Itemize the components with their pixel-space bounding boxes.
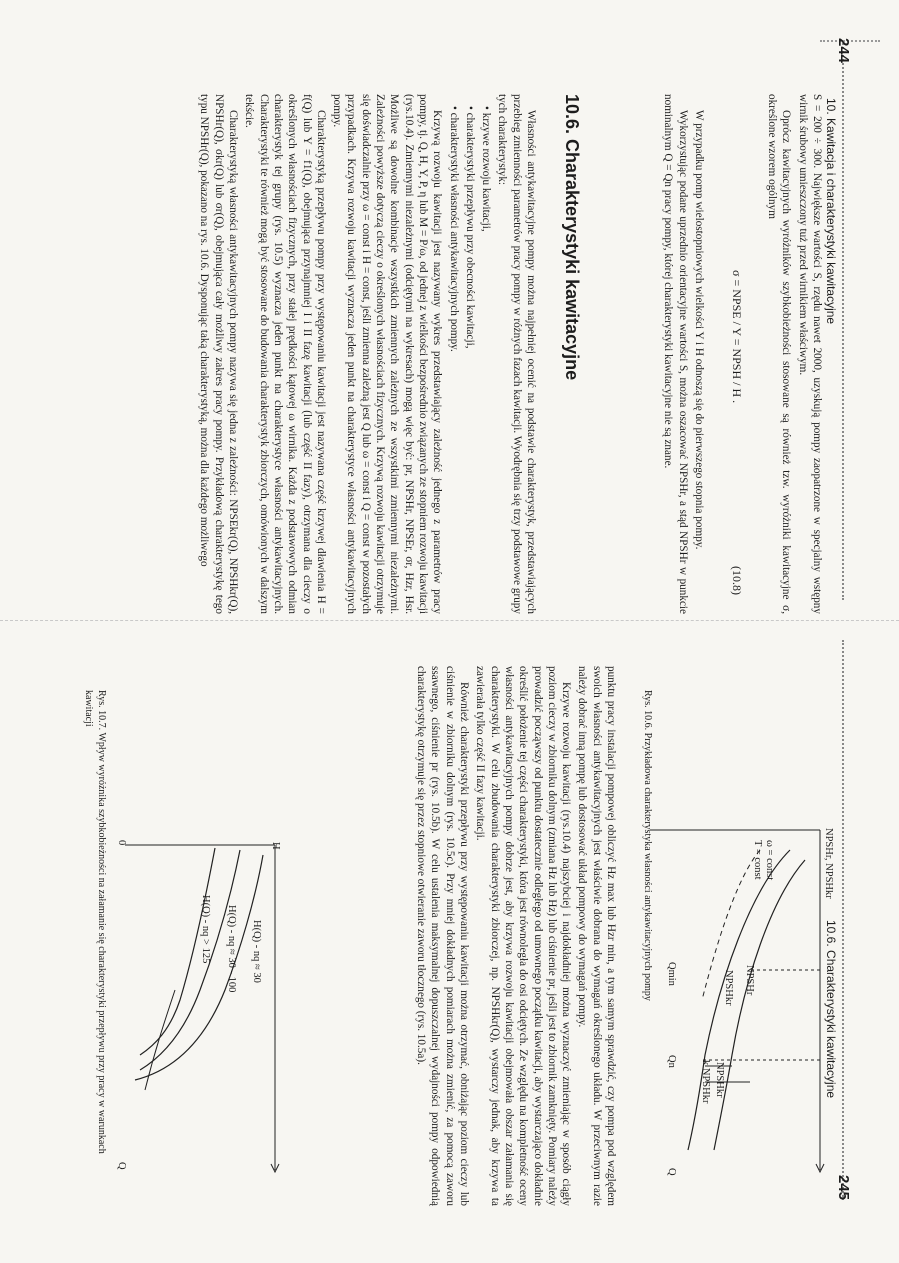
paragraph: Również charakterystyki przepływu przy występowaniu kawitacji można otrzymać, obniżając poziom cieczy lub ciśnienie w zbiorniku dolnym (rys. 10.5c). Przy mniej dokładnych pomiarach można zmienić, za pomocą zaworu ssawnego, ciśnienie pr (rys. 10.5b). W celu ustalenia maksymalnej dopuszczalnej wydajności pompy odpowiednią charakterystykę otrzymuje się przez stopniowe otwieranie zaworu tłocznego (rys. 10.5a). (415, 666, 471, 1206)
page-number-right: 245 (835, 1175, 852, 1201)
fig2-curve-1 (135, 855, 263, 1080)
page-edge-dots (842, 640, 844, 1200)
fig1-bracket-npshkr: NPSHkr (714, 1062, 725, 1098)
fig1-axes (650, 830, 824, 1172)
section-heading: 10.6. Charakterystyki kawitacyjne (562, 94, 582, 381)
equation-number: (10.8) (730, 566, 744, 595)
paragraph: Krzywe rozwoju kawitacji (rys.10.4) najszybciej i najdokładniej można wyznaczyć zmieniając w sposób ciągły poziom cieczy w zbiorniku dolnym (zmiana Hz lub Hz) lub ciśnienie pr, jeśli jest to zbiornik zamknięty. Pomiary należy prowadzić począwszy od punktu dostatecznie odległego od umownego początku kawitacji, aby wystarczająco dokładnie określić położenie tej części charakterystyki, która jest równoległa do osi odciętych. Ze względu na kompletność oceny własności antykawitacyjnych pompy dobrze jest, aby krzywa rozwoju kawitacji obejmowała obszar załamania się charakterystyki. W celu zbudowania charakterystyki zbiorczej, np. NPSHkr(Q), wystarczy jednak, aby krzywa ta zawierała tylko część II fazy kawitacji. (474, 666, 573, 1206)
fig1-annotation-t: T = const (752, 840, 763, 880)
right-body-text (412, 666, 618, 1206)
bullet-item: • charakterystyki własności antykawitacyjnych pompy. (447, 106, 460, 352)
fig2-curve-label-2: H(Q) - nq ≈ 30 - 100 (226, 905, 237, 993)
fig1-curve-label-npshkr: NPSHkr (723, 970, 734, 1006)
bullet-text: krzywe rozwoju kawitacji, (480, 112, 493, 232)
paragraph: Własności antykawitacyjne pompy można najpełniej ocenić na podstawie charakterystyk, przedstawiających przebieg zmienności parametrów pracy pompy w różnych fazach kawitacji. Wyodrębnia się trzy podstawowe grupy tych charakterystyk: (496, 94, 537, 614)
fig1-tick-qmin: Qmin (666, 962, 677, 986)
fig1-curve-label-npshr: NPSHr (744, 965, 755, 996)
running-header-left: 10. Kawitacja i charakterystyki kawitacyjne (824, 98, 838, 325)
paragraph: punktu pracy instalacji pompowej obliczyć Hz max lub Hzr min, a tym samym sprawdzić, czy pompa pod względem swoich własności antykawitacyjnych jest właściwie dobrana do wymagań określonego układu. W przeciwnym razie należy dobrać inną pompę lub dostosować układ pompowy do wymagań pompy. (576, 666, 617, 1206)
fig1-bracket-k-npshkr: k NPSHkr (700, 1060, 711, 1104)
left-intro-text (763, 94, 824, 614)
bullet-text: charakterystyki przepływu przy obecności kawitacji, (463, 112, 476, 349)
left-section-text (195, 94, 538, 614)
fig2-curve-label-1: H(Q) - nq ≈ 30 (251, 920, 262, 983)
page-fold (0, 620, 899, 622)
fig1-annotation-omega: ω = const (764, 840, 775, 881)
paragraph: Krzywą rozwoju kawitacji jest nazywany wykres przedstawiający zależność jednego z parametrów pracy pompy, tj. Q, H, Y, P, η lub M = P/ω, od jednej z wielkości bezpośrednio związanych ze stopniem rozwoju kawitacji (rys.10.4). Zmiennymi niezależnymi (odciętymi na wykresach) mogą więc być: pr, NPSHr, NPSEr, σr, Hzr, Hsr. Możliwe są dowolne kombinacje wszystkich zmiennych zależnych ze wszystkimi zmiennymi niezależnymi. Zależności powyższe dotyczą cieczy o określonych własnościach fizycznych. Krzywą rozwoju kawitacji otrzymuje się doświadczalnie przy ω = const i H = const, jeśli zmienna zależną jest Q lub ω = const i Q = const w pozostałych przypadkach. Krzywa rozwoju kawitacji wyznacza jeden punkt na charakterystyce własności antykawitacyjnych pompy. (331, 94, 444, 614)
fig2-x-label: Q (116, 1162, 127, 1170)
fig2-y-label: H (270, 842, 281, 850)
page-edge-dots (842, 40, 844, 600)
paragraph: Wykorzystując podane uprzednio orientacyjne wartości S, można oszacować NPSHr, a stąd NPSHr w punkcie nominalnym Q = Qn pracy pompy, której charakterystyki kawitacyjne nie są znane. (662, 94, 689, 614)
paragraph: S = 200 ÷ 300. Największe wartości S, rzędu nawet 2000, uzyskują pompy zaopatrzone w specjalny wstępny wirnik śrubowy umieszczony tuż przed wirnikiem właściwym. (796, 94, 823, 614)
equation-10-8: σ = NPSE / Y = NPSH / H . (730, 270, 744, 404)
fig1-y-label: NPSHr, NPSHkr (823, 828, 834, 899)
paragraph: W przypadku pomp wielostopniowych wielkości Y i H odnoszą się do pierwszego stopnia pompy. (693, 110, 705, 550)
fig2-origin: 0 (116, 840, 127, 846)
figure-10-6 (640, 820, 835, 1180)
bullet-text: charakterystyki własności antykawitacyjnych pompy. (447, 112, 460, 352)
fig1-x-label: Q (666, 1168, 677, 1176)
figure-10-7 (115, 840, 290, 1180)
fig1-tick-qn: Qn (666, 1055, 677, 1068)
fig1-caption: Rys. 10.6. Przykładowa charakterystyka własności antykawitacyjnych pompy (642, 690, 653, 1001)
bullet-item: • charakterystyki przepływu przy obecności kawitacji, (463, 106, 476, 349)
paragraph: Charakterystyką własności antykawitacyjnych pompy nazywa się jedna z zależności: NPSEkr(Q), NPSHkr(Q), NPSHr(Q), σkr(Q) lub σr(Q), obejmująca cały możliwy zakres pracy pompy. Przykładową charakterystykę tego typu NPSHr(Q), pokazano na rys. 10.6. Dysponując taką charakterystyką, można dla każdego możliwego (198, 94, 240, 614)
left-after-eq-text (659, 94, 706, 614)
paragraph: Oprócz kawitacyjnych wyróżników szybkobieżności stosowane są również tzw. wyróżniki kawitacyjne σ, określone wzorem ogólnym (766, 94, 793, 614)
fig1-curve-npshr (688, 850, 790, 1150)
fig2-caption: Rys. 10.7. Wpływ wyróżnika szybkobieżności na załamanie się charakterystyki przepływu przy pracy w warunkach kawitacji (83, 690, 107, 1154)
bullet-item: • krzywe rozwoju kawitacji, (480, 106, 493, 232)
fig2-curve-label-3: H(Q) - nq > 125 (200, 895, 211, 964)
page-number-left: 244 (835, 38, 852, 64)
running-header-right: 10.6. Charakterystyki kawitacyjne (824, 920, 838, 1099)
paragraph: Charakterystyką przepływu pompy przy występowaniu kawitacji jest nazywana część krzywej dławienia H = f(Q) lub Y = f1(Q), obejmująca przynajmniej I i II fazę kawitacji (lub część II fazy), otrzymana dla cieczy o określonych własnościach fizycznych, przy stałej prędkości kątowej ω wirnika. Każda z podstawowych odmian charakterystyk tej grupy (rys. 10.5) wyznacza jeden punkt na charakterystyce własności antykawitacyjnych. Charakterystyki te również mogą być stosowane do budowania charakterystyk zbiorczych, omówionych w dalszym tekście. (243, 94, 327, 614)
